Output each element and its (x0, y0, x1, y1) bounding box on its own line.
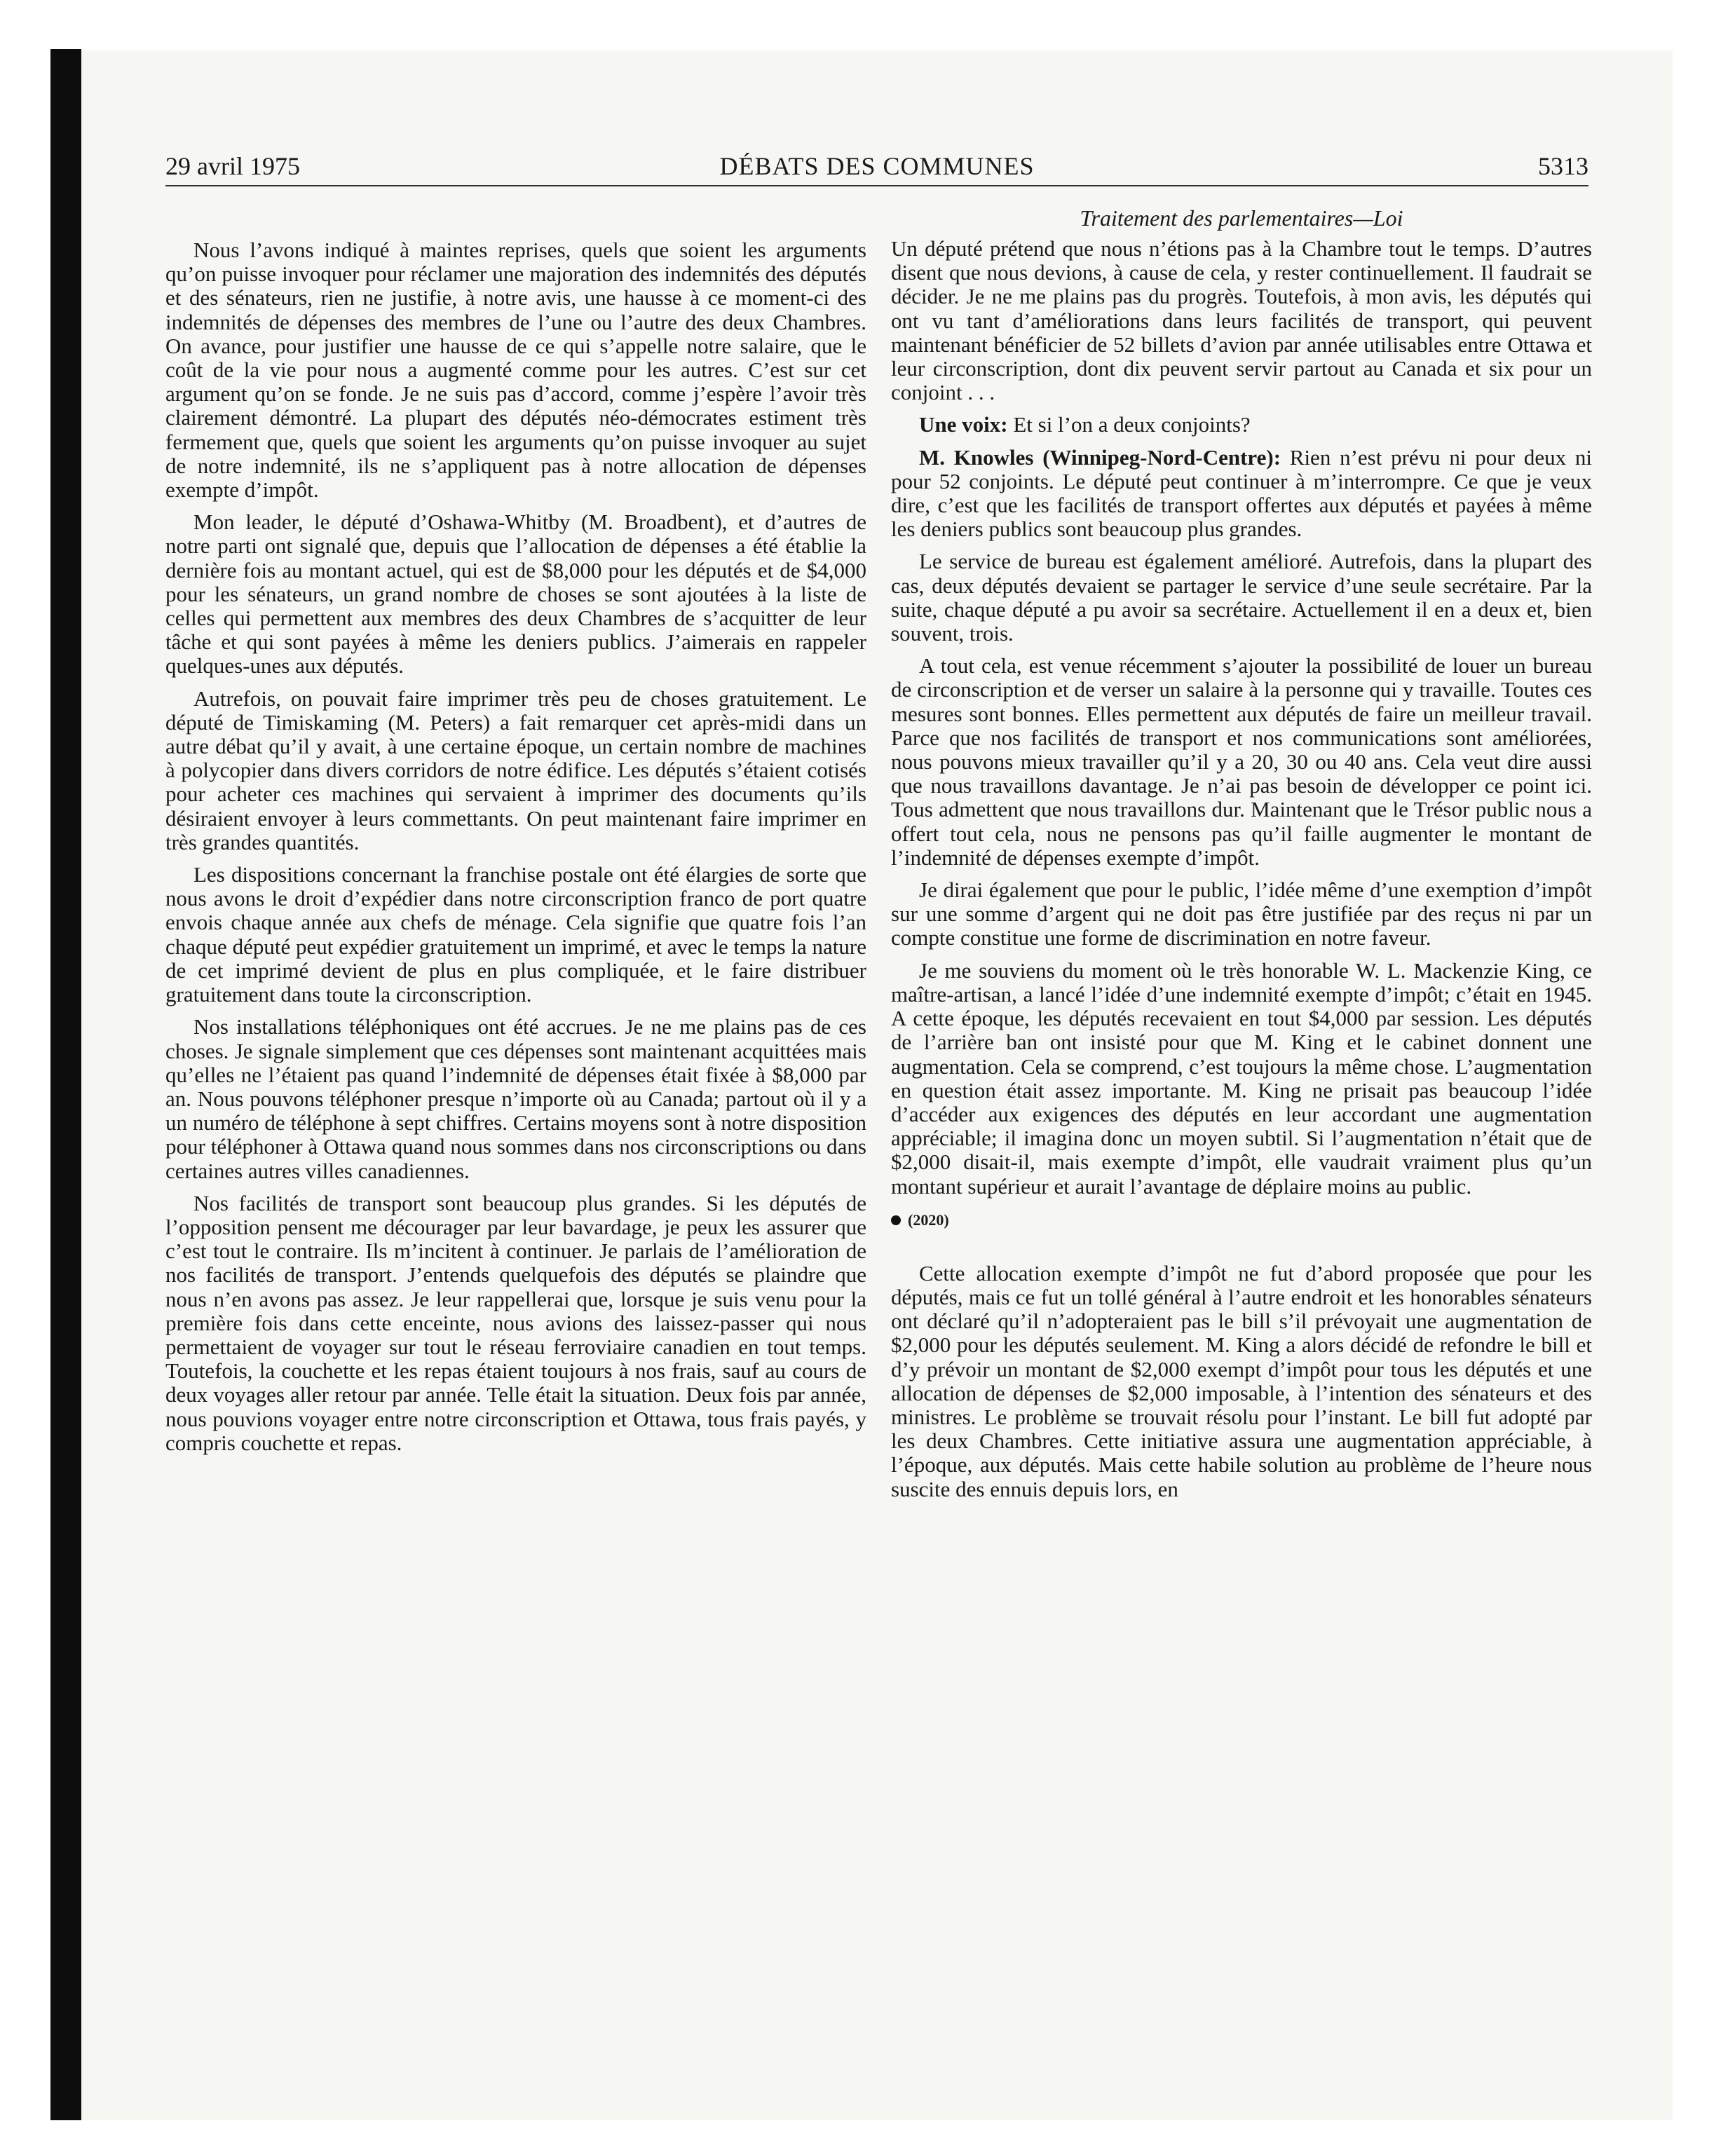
speaker-name: M. Knowles (Winnipeg-Nord-Centre): (919, 444, 1281, 470)
header-title: DÉBATS DES COMMUNES (719, 152, 1035, 180)
reply-text: Rien n’est prévu ni pour deux ni pour 52 conjoints. Le député peut continuer à m’interrompre. Ce que je veux dire, c’est que les facilités de transport offertes aux députés et payées à même les deniers publics sont beaucoup plus grandes. (891, 444, 1592, 542)
paragraph: Nos facilités de transport sont beaucoup plus grandes. Si les députés de l’opposition pensent me décourager par leur bavardage, je peux les assurer que c’est tout le contraire. Ils m’incitent à continuer. Je parlais de l’amélioration de nos facilités de transport. J’entends quelquefois des députés se plaindre que nous n’en avons pas assez. Je leur rappellerai que, lorsque je suis venu pour la première fois dans cette enceinte, nous avions des laissez-passer qui nous permettaient de voyager sur tout le réseau ferroviaire canadien en tout temps. Toutefois, la couchette et les repas étaient toujours à nos frais, sauf au cours de deux voyages aller retour par année. Telle était la situation. Deux fois par année, nous pouvions voyager entre notre circonscription et Ottawa, tous frais payés, y compris couchette et repas. (165, 1190, 866, 1455)
scan-edge (50, 49, 81, 2120)
speaker-name: Une voix: (919, 412, 1008, 437)
header-rule (165, 185, 1588, 186)
paragraph: Nos installations téléphoniques ont été accrues. Je ne me plains pas de ces choses. Je signale simplement que ces dépenses sont maintenant acquittées mais qu’elles ne l’étaient pas quand l’indemnité de dépenses était fixée à $8,000 par an. Nous pouvons téléphoner presque n’importe où au Canada; partout où il y a un numéro de téléphone à sept chiffres. Certains moyens sont à notre disposition pour téléphoner à Ottawa quand nous sommes dans nos circonscriptions ou dans certaines autres villes canadiennes. (165, 1014, 866, 1183)
paragraph: Les dispositions concernant la franchise postale ont été élargies de sorte que nous avons le droit d’expédier dans notre circonscription franco de port quatre envois chaque année aux chefs de ménage. Cela signifie que quatre fois l’an chaque député peut expédier gratuitement un imprimé, et avec le temps la nature de cet imprimé devient de plus en plus compliquée, et le faire distribuer gratuitement dans toute la circonscription. (165, 862, 866, 1007)
running-head: Traitement des parlementaires—Loi (1080, 205, 1403, 231)
speech-reply (891, 446, 1592, 542)
paragraph: Cette allocation exempte d’impôt ne fut d’abord proposée que pour les députés, mais ce fut un tollé général à l’autre endroit et les honorables sénateurs ont déclaré qu’il n’adopteraient pas le bill s’il prévoyait une augmentation de $2,000 pour les députés seulement. M. King a alors décidé de refondre le bill et d’y prévoir un montant de $2,000 exempt d’impôt pour tous les députés et une allocation de dépenses de $2,000 imposable, à l’intention des sénateurs et des ministres. Le problème se trouvait résolu pour l’instant. Le bill fut adopté par les deux Chambres. Cette initiative assura une augmentation appréciable, à l’époque, aux députés. Mais cette habile solution au problème de l’heure nous suscite des ennuis depuis lors, en (891, 1260, 1592, 1501)
paragraph: Autrefois, on pouvait faire imprimer très peu de choses gratuitement. Le député de Timiskaming (M. Peters) a fait remarquer cet après-midi dans un autre débat qu’il y avait, à une certaine époque, un certain nombre de machines à polycopier dans divers corridors de notre édifice. Les députés s’étaient cotisés pour acheter ces machines qui servaient à imprimer des documents qu’ils désiraient envoyer à leurs commettants. On peut maintenant faire imprimer en très grandes quantités. (165, 685, 866, 854)
paragraph: A tout cela, est venue récemment s’ajouter la possibilité de louer un bureau de circonscription et de verser un salaire à la personne qui y travaille. Toutes ces mesures sont bonnes. Elles permettent aux députés de faire un meilleur travail. Parce que nos facilités de transport et nos communications sont améliorées, nous pouvons mieux travailler qu’il y a 20, 30 ou 40 ans. Cela veut dire aussi que nous travaillons davantage. Je n’ai pas besoin de développer ce point ici. Tous admettent que nous travaillons dur. Maintenant que le Trésor public nous a offert tout cela, nous ne pensons pas qu’il faille augmenter le montant de l’indemnité de dépenses exempte d’impôt. (891, 653, 1592, 870)
interjection-text: Et si l’on a deux conjoints? (1007, 412, 1251, 437)
paragraph: Nous l’avons indiqué à maintes reprises, quels que soient les arguments qu’on puisse invoquer pour réclamer une majoration des indemnités des députés et des sénateurs, rien ne justifie, à notre avis, une hausse à ce moment-ci des indemnités de dépenses des membres de l’une ou l’autre des deux Chambres. On avance, pour justifier une hausse de ce qui s’appelle notre salaire, que le coût de la vie pour nous a augmenté comme pour les autres. C’est sur cet argument qu’on se fonde. Je ne suis pas d’accord, comme j’espère l’avoir très clairement démontré. La plupart des députés néo-démocrates estiment très fermement que, quels que soient les arguments qu’on puisse invoquer au sujet de notre indemnité, ils ne s’appliquent pas à notre allocation de dépenses exempte d’impôt. (165, 238, 866, 503)
bullet-icon (891, 1215, 901, 1225)
left-column (165, 238, 866, 1464)
page-header (165, 150, 1588, 182)
paragraph: Je dirai également que pour le public, l’idée même d’une exemption d’impôt sur une somme d’argent qui ne doit pas être justifiée par des reçus ni par un compte constitue une forme de discrimination en notre faveur. (891, 878, 1592, 950)
right-column (891, 203, 1592, 1510)
header-date: 29 avril 1975 (165, 152, 300, 180)
paragraph: Je me souviens du moment où le très honorable W. L. Mackenzie King, ce maître-artisan, a lancé l’idée d’une indemnité exempte d’impôt; c’était en 1945. A cette époque, les députés recevaient en tout $4,000 par session. Les députés de l’arrière ban ont insisté pour que M. King et le cabinet donnent une augmentation. Cela se comprend, c’est toujours la même chose. L’augmentation en question était assez importante. M. King ne prisait pas beaucoup l’idée d’accéder aux exigences des députés en leur accordant une augmentation appréciable; il imagina donc un moyen subtil. Si l’augmentation n’était que de $2,000 disait-il, mais exempte d’impôt, elle vaudrait vraiment plus qu’un montant supérieur et aurait l’avantage de déplaire moins au public. (891, 957, 1592, 1199)
paragraph: Le service de bureau est également amélioré. Autrefois, dans la plupart des cas, deux députés devaient se partager le service d’une seule secrétaire. Par la suite, chaque député a pu avoir sa secrétaire. Actuellement il en a deux et, bien souvent, trois. (891, 549, 1592, 646)
interjection (891, 413, 1592, 437)
time-marker (891, 1210, 1592, 1231)
time-marker-label: (2020) (908, 1210, 949, 1229)
paragraph: Mon leader, le député d’Oshawa-Whitby (M. Broadbent), et d’autres de notre parti ont signalé que, depuis que l’allocation de dépenses a été établie la dernière fois au montant actuel, qui est de $8,000 pour les députés et de $4,000 pour les sénateurs, un grand nombre de choses se sont ajoutées à la liste de celles qui permettent aux membres des deux Chambres de s’acquitter de leur tâche et qui sont payées à même les deniers publics. J’aimerais en rappeler quelques-unes aux députés. (165, 510, 866, 678)
page-number: 5313 (1538, 152, 1588, 180)
paragraph: Un député prétend que nous n’étions pas à la Chambre tout le temps. D’autres disent que nous devions, à cause de cela, y rester continuellement. Il faudrait se décider. Je ne me plains pas du progrès. Toutefois, à mon avis, les députés qui ont vu tant d’améliorations dans leurs facilités de transport, qui peuvent maintenant bénéficier de 52 billets d’avion par année utilisables entre Ottawa et leur circonscription, dont dix peuvent servir partout au Canada et six pour un conjoint . . . (891, 236, 1592, 405)
